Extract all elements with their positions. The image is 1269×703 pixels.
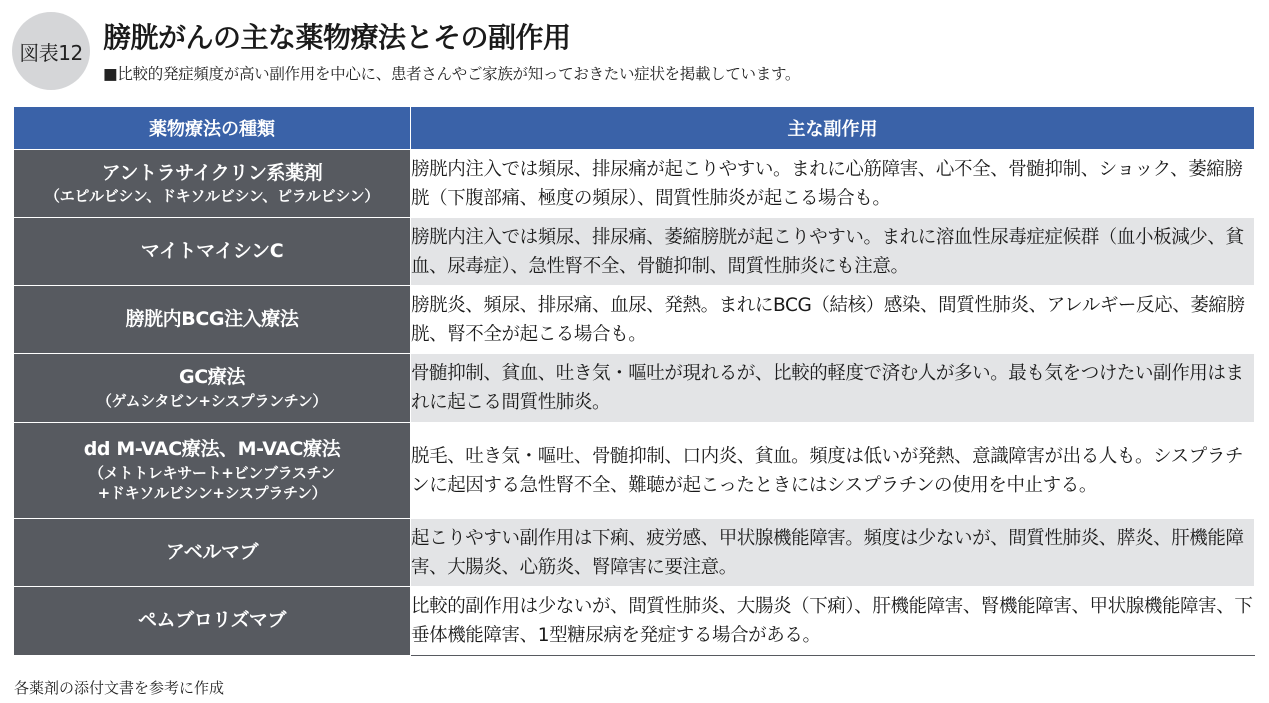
therapy-name: GC療法 (179, 366, 245, 389)
table-row (14, 354, 1255, 423)
therapy-cell (14, 150, 411, 218)
therapy-name: アベルマブ (165, 540, 259, 563)
therapy-name: 膀胱内BCG注入療法 (125, 307, 299, 330)
table-row (14, 423, 1255, 519)
therapy-name: ペムブロリズマブ (137, 609, 287, 632)
side-effects-cell: 脱毛、吐き気・嘔吐、骨髄抑制、口内炎、貧血。頻度は低いが発熱、意識障害が出る人も。シスプラチンに起因する急性腎不全、難聴が起こったときにはシスプラチンの使用を中止する。 (411, 423, 1255, 519)
column-header-therapy: 薬物療法の種類 (14, 107, 411, 150)
column-header-side-effects: 主な副作用 (411, 107, 1255, 150)
table-row (14, 150, 1255, 218)
table-row (14, 519, 1255, 587)
side-effects-cell: 膀胱炎、頻尿、排尿痛、血尿、発熱。まれにBCG（結核）感染、間質性肺炎、アレルギー反応、萎縮膀胱、腎不全が起こる場合も。 (411, 286, 1255, 354)
therapy-cell (14, 218, 411, 286)
figure-number: 図表12 (19, 40, 83, 65)
table-body (14, 150, 1255, 656)
therapy-cell (14, 286, 411, 354)
therapy-drug-list: （ゲムシタビン+シスプランチン） (96, 391, 328, 410)
side-effects-cell: 起こりやすい副作用は下痢、疲労感、甲状腺機能障害。頻度は少ないが、間質性肺炎、膵炎、肝機能障害、大腸炎、心筋炎、腎障害に要注意。 (411, 519, 1255, 587)
page-title: 膀胱がんの主な薬物療法とその副作用 (103, 21, 571, 54)
therapy-name: dd M-VAC療法、M-VAC療法 (83, 438, 341, 461)
side-effects-table (13, 106, 1255, 656)
table-row (14, 587, 1255, 656)
table-header-row (14, 107, 1255, 150)
therapy-drug-list: （メトトレキサート+ビンブラスチン (89, 464, 335, 483)
side-effects-cell: 膀胱内注入では頻尿、排尿痛が起こりやすい。まれに心筋障害、心不全、骨髄抑制、ショック、萎縮膀胱（下腹部痛、極度の頻尿）、間質性肺炎が起こる場合も。 (411, 150, 1255, 218)
therapy-cell (14, 423, 411, 519)
therapy-cell (14, 587, 411, 656)
source-note: 各薬剤の添付文書を参考に作成 (14, 679, 225, 697)
therapy-cell (14, 519, 411, 587)
side-effects-cell: 骨髄抑制、貧血、吐き気・嘔吐が現れるが、比較的軽度で済む人が多い。最も気をつけたい副作用はまれに起こる間質性肺炎。 (411, 354, 1255, 423)
therapy-drug-list: （エピルビシン、ドキソルビシン、ピラルビシン） (44, 187, 380, 206)
page-subtitle: ■比較的発症頻度が高い副作用を中心に、患者さんやご家族が知っておきたい症状を掲載しています。 (103, 65, 801, 83)
side-effects-cell: 比較的副作用は少ないが、間質性肺炎、大腸炎（下痢）、肝機能障害、腎機能障害、甲状腺機能障害、下垂体機能障害、1型糖尿病を発症する場合がある。 (411, 587, 1255, 656)
side-effects-cell: 膀胱内注入では頻尿、排尿痛、萎縮膀胱が起こりやすい。まれに溶血性尿毒症症候群（血小板減少、貧血、尿毒症）、急性腎不全、骨髄抑制、間質性肺炎にも注意。 (411, 218, 1255, 286)
figure-number-badge (12, 12, 90, 90)
therapy-cell (14, 354, 411, 423)
table-row (14, 218, 1255, 286)
therapy-name: アントラサイクリン系薬剤 (101, 161, 323, 184)
therapy-name: マイトマイシンC (140, 239, 284, 262)
table-row (14, 286, 1255, 354)
therapy-drug-list: +ドキソルビシン+シスプラチン） (97, 484, 327, 503)
